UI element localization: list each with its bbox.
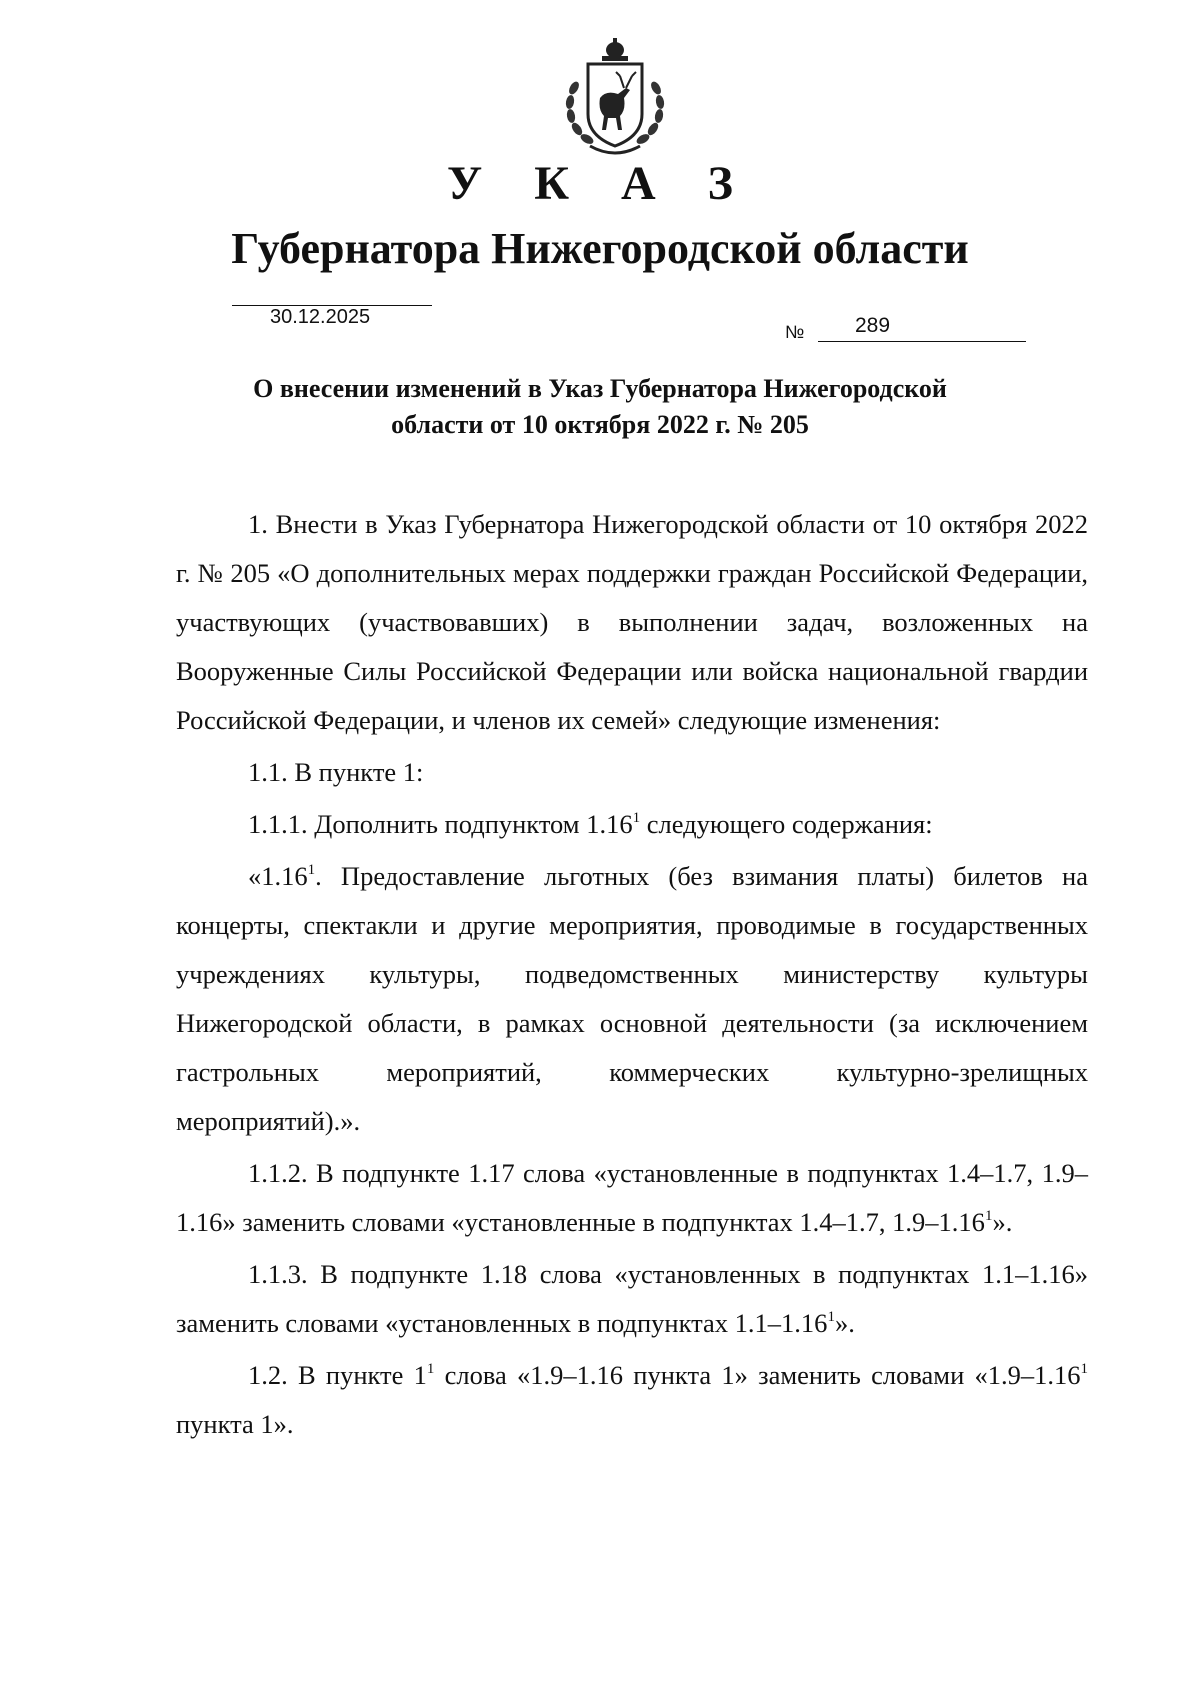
superscript: 1 (307, 862, 316, 878)
paragraph-1-1-3 (176, 1250, 1088, 1348)
number-underline (818, 341, 1026, 342)
issuer-title: Губернатора Нижегородской области (231, 224, 969, 273)
paragraph-1-1-2 (176, 1149, 1088, 1247)
text-segment: 1.2. В пункте 1 (248, 1360, 427, 1390)
superscript: 1 (1080, 1361, 1088, 1377)
document-body (176, 500, 1088, 1449)
text-segment: пункта 1». (176, 1409, 294, 1439)
text-segment: 1.1.3. В подпункте 1.18 слова «установленных в подпунктах 1.1–1.16» заменить словами «установленных в подпунктах 1.1–1.16 (176, 1259, 1088, 1338)
document-number: 289 (855, 314, 891, 337)
superscript: 1 (827, 1309, 835, 1325)
number-label: № (785, 322, 805, 342)
paragraph-1-2 (176, 1351, 1088, 1449)
document-type-title: У К А З (446, 157, 754, 210)
coat-of-arms-icon (560, 38, 670, 160)
document-subject (0, 371, 1200, 443)
text-segment: 1.1.1. Дополнить подпунктом 1.16 (248, 809, 633, 839)
text-segment: ». (992, 1207, 1013, 1237)
text-segment: слова «1.9–1.16 пункта 1» заменить словами «1.9–1.16 (434, 1360, 1081, 1390)
document-date: 30.12.2025 (270, 306, 371, 328)
text-segment: . Предоставление льготных (без взимания платы) билетов на концерты, спектакли и другие мероприятия, проводимые в государственных учреждениях культуры, подведомственных министерству культуры Нижегородской области, в рамках основной деятельности (за исключением гастрольных мероприятий, коммерческих культурно-зрелищных мероприятий).». (176, 861, 1088, 1136)
text-segment: ». (834, 1308, 855, 1338)
superscript: 1 (984, 1208, 993, 1224)
paragraph-quote-1-16-1 (176, 852, 1088, 1146)
text-segment: следующего содержания: (640, 809, 933, 839)
superscript: 1 (632, 810, 641, 826)
superscript: 1 (426, 1361, 435, 1377)
subject-line-2: области от 10 октября 2022 г. № 205 (391, 410, 809, 439)
paragraph-1-1: 1.1. В пункте 1: (248, 757, 424, 787)
text-segment: 1.1.2. В подпункте 1.17 слова «установленные в подпунктах 1.4–1.7, 1.9–1.16» заменить словами «установленные в подпунктах 1.4–1.7, 1.9–1.16 (176, 1158, 1088, 1237)
subject-line-1: О внесении изменений в Указ Губернатора Нижегородской (253, 374, 947, 403)
text-segment: «1.16 (248, 861, 308, 891)
paragraph-1: 1. Внести в Указ Губернатора Нижегородской области от 10 октября 2022 г. № 205 «О дополнительных мерах поддержки граждан Российской Федерации, участвующих (участвовавших) в выполнении задач, возложенных на Вооруженные Силы Российской Федерации или войска национальной гвардии Российской Федерации, и членов их семей» следующие изменения: (176, 509, 1088, 735)
paragraph-1-1-1 (176, 800, 1088, 849)
